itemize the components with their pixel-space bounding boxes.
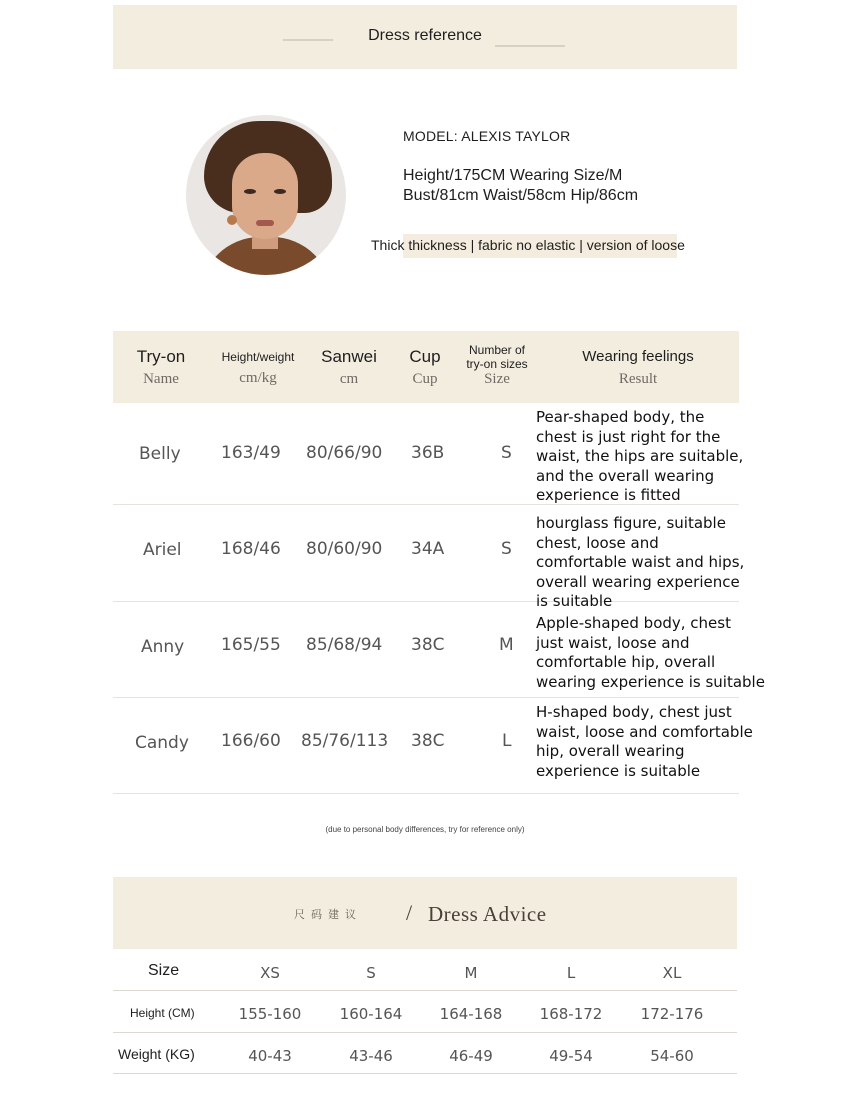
tryon-height-weight: 165/55 <box>221 635 281 655</box>
col-sanwei: Sanwei cm <box>321 347 377 387</box>
tryon-size: L <box>502 731 512 751</box>
decor-stroke <box>495 45 565 47</box>
size-label: Size <box>148 962 180 979</box>
tryon-name: Ariel <box>143 540 182 560</box>
tryon-feeling: Pear-shaped body, the chest is just right for the waist, the hips are suitable, and the overall wearing experience is fitted <box>536 408 744 504</box>
model-avatar <box>186 115 346 275</box>
tryon-sanwei: 85/76/113 <box>301 731 389 751</box>
weight-cell: 54-60 <box>650 1047 694 1065</box>
weight-cell: 49-54 <box>549 1047 593 1065</box>
tryon-name: Anny <box>141 637 185 657</box>
weight-label: Weight (KG) <box>118 1046 195 1062</box>
tryon-cup: 38C <box>411 731 445 751</box>
tryon-size: M <box>499 635 514 655</box>
advice-slash: / <box>406 900 413 925</box>
tryon-feeling: hourglass figure, suitable chest, loose and comfortable waist and hips, overall wearing experience is suitable <box>536 514 745 610</box>
col-size: Number of try-on sizes Size <box>466 343 528 387</box>
height-row <box>113 991 737 1033</box>
tryon-name: Candy <box>135 733 189 753</box>
tryon-height-weight: 163/49 <box>221 443 281 463</box>
tryon-height-weight: 168/46 <box>221 539 281 559</box>
model-height-size: Height/175CM Wearing Size/M <box>403 167 623 184</box>
size-row <box>113 950 737 991</box>
tryon-sanwei: 85/68/94 <box>306 635 383 655</box>
weight-cell: 43-46 <box>349 1047 393 1065</box>
table-row <box>113 698 753 794</box>
tryon-feeling: Apple-shaped body, chest just waist, loose and comfortable hip, overall wearing experience is suitable <box>536 614 765 691</box>
model-name: MODEL: ALEXIS TAYLOR <box>403 128 571 144</box>
height-cell: 160-164 <box>339 1005 403 1023</box>
height-cell: 164-168 <box>439 1005 503 1023</box>
fabric-description: Thick thickness | fabric no elastic | version of loose <box>371 237 685 253</box>
height-cell: 155-160 <box>238 1005 302 1023</box>
weight-cell: 40-43 <box>248 1047 292 1065</box>
size-cell: XS <box>260 964 280 982</box>
dress-advice-banner <box>113 877 737 949</box>
size-cell: XL <box>662 964 682 982</box>
weight-cell: 46-49 <box>449 1047 493 1065</box>
tryon-cup: 38C <box>411 635 445 655</box>
tryon-sanwei: 80/66/90 <box>306 443 383 463</box>
size-cell: S <box>366 964 376 982</box>
tryon-cup: 34A <box>411 539 445 559</box>
tryon-size: S <box>501 443 512 463</box>
table-row <box>113 602 765 698</box>
advice-cn-title: 尺码建议 <box>294 908 362 921</box>
col-height-weight: Height/weight cm/kg <box>221 350 295 386</box>
tryon-sanwei: 80/60/90 <box>306 539 383 559</box>
tryon-name: Belly <box>139 444 181 464</box>
col-cup: Cup Cup <box>409 347 441 387</box>
col-name: Try-on Name <box>136 347 186 387</box>
table-row <box>113 403 744 505</box>
height-label: Height (CM) <box>130 1006 195 1020</box>
tryon-feeling: H-shaped body, chest just waist, loose and comfortable hip, overall wearing experience is suitable <box>536 703 753 780</box>
height-cell: 172-176 <box>640 1005 704 1023</box>
tryon-cup: 36B <box>411 443 445 463</box>
size-cell: L <box>566 964 576 982</box>
tryon-size: S <box>501 539 512 559</box>
tryon-height-weight: 166/60 <box>221 731 281 751</box>
size-cell: M <box>464 964 478 982</box>
col-result: Wearing feelings Result <box>582 348 694 387</box>
model-measurements: Bust/81cm Waist/58cm Hip/86cm <box>403 187 639 204</box>
height-cell: 168-172 <box>539 1005 603 1023</box>
tryon-table-header <box>113 331 739 403</box>
page-title: Dress reference <box>368 27 482 44</box>
advice-title: Dress Advice <box>428 902 547 926</box>
disclaimer-note: (due to personal body differences, try for reference only) <box>325 825 525 834</box>
weight-row <box>113 1033 737 1074</box>
table-row <box>113 505 745 610</box>
header-banner <box>113 5 737 69</box>
